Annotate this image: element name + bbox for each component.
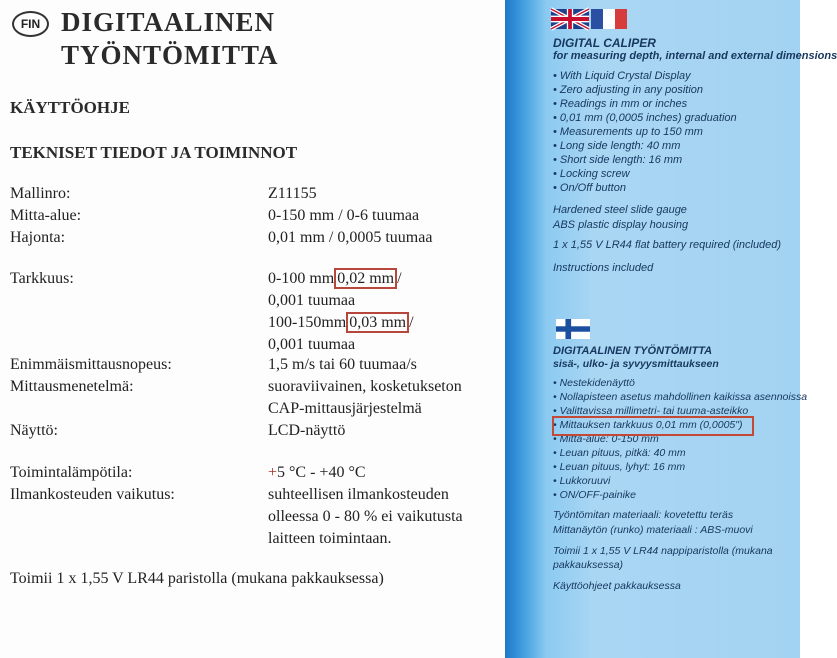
fi-battery-1: Toimii 1 x 1,55 V LR44 nappiparistolla (mukana bbox=[553, 545, 773, 557]
specs-heading: TEKNISET TIEDOT JA TOIMINNOT bbox=[10, 143, 298, 162]
en-feature-2: • Zero adjusting in any position bbox=[553, 84, 703, 96]
fi-feature-8: • Lukkoruuvi bbox=[553, 475, 611, 487]
en-material-2: ABS plastic display housing bbox=[553, 219, 689, 231]
fi-title: DIGITAALINEN TYÖNTÖMITTA bbox=[553, 345, 713, 357]
temp-range: 5 °C - +40 °C bbox=[277, 464, 366, 481]
spec-value-speed: 1,5 m/s tai 60 tuumaa/s bbox=[268, 356, 417, 373]
spec-value-spread: 0,01 mm / 0,0005 tuumaa bbox=[268, 229, 433, 246]
title-line-2: TYÖNTÖMITTA bbox=[61, 40, 279, 70]
france-flag-icon bbox=[591, 9, 627, 29]
spec-value-accuracy-3 bbox=[268, 312, 414, 333]
page-title bbox=[61, 6, 279, 72]
en-feature-5: • Measurements up to 150 mm bbox=[553, 126, 703, 138]
spec-label-display: Näyttö: bbox=[10, 422, 58, 439]
spec-label-accuracy: Tarkkuus: bbox=[10, 270, 74, 287]
manual-heading: KÄYTTÖOHJE bbox=[10, 98, 130, 117]
fi-instructions: Käyttöohjeet pakkauksessa bbox=[553, 580, 681, 592]
fi-material-1: Työntömitan materiaali: kovetettu teräs bbox=[553, 509, 734, 521]
accuracy-range-2: 100-150mm bbox=[268, 314, 347, 331]
spec-value-humidity-3: laitteen toimintaan. bbox=[268, 530, 392, 547]
en-feature-3: • Readings in mm or inches bbox=[553, 98, 688, 110]
fi-feature-6: • Leuan pituus, pitkä: 40 mm bbox=[553, 447, 686, 459]
spec-value-humidity-1: suhteellisen ilmankosteuden bbox=[268, 486, 449, 503]
fi-feature-list bbox=[553, 376, 807, 502]
en-feature-9: • On/Off button bbox=[553, 182, 626, 194]
fi-feature-1: • Nestekidenäyttö bbox=[553, 377, 635, 389]
en-subtitle: for measuring depth, internal and external dimensions bbox=[553, 50, 837, 62]
en-feature-4: • 0,01 mm (0,0005 inches) graduation bbox=[553, 112, 737, 124]
battery-note: Toimii 1 x 1,55 V LR44 paristolla (mukana pakkauksessa) bbox=[10, 570, 384, 587]
spec-value-temp bbox=[268, 462, 366, 483]
fi-feature-4: • Mittauksen tarkkuus 0,01 mm (0,0005") bbox=[553, 419, 743, 431]
uk-flag-icon bbox=[551, 9, 589, 29]
spec-label-temp: Toimintalämpötila: bbox=[10, 464, 133, 481]
spec-value-method-2: CAP-mittausjärjestelmä bbox=[268, 400, 422, 417]
accuracy-highlight-1: 0,02 mm bbox=[334, 268, 397, 289]
temp-plus-sign: + bbox=[268, 464, 278, 481]
spec-value-accuracy-1 bbox=[268, 268, 402, 289]
spec-label-spread: Hajonta: bbox=[10, 229, 66, 246]
spec-value-accuracy-2: 0,001 tuumaa bbox=[268, 292, 356, 309]
fi-feature-3: • Valittavissa millimetri- tai tuuma-asteikko bbox=[553, 405, 749, 417]
fi-feature-7: • Leuan pituus, lyhyt: 16 mm bbox=[553, 461, 686, 473]
accuracy-range-1: 0-100 mm bbox=[268, 270, 335, 287]
en-battery: 1 x 1,55 V LR44 flat battery required (included) bbox=[553, 239, 782, 251]
fi-subtitle: sisä-, ulko- ja syvyysmittaukseen bbox=[553, 358, 719, 370]
spec-label-method: Mittausmenetelmä: bbox=[10, 378, 134, 395]
title-line-1: DIGITAALINEN bbox=[61, 7, 276, 37]
spec-label-model: Mallinro: bbox=[10, 185, 71, 202]
language-badge: FIN bbox=[12, 11, 49, 37]
spec-value-method-1: suoraviivainen, kosketukseton bbox=[268, 378, 462, 395]
fi-battery-2: pakkauksessa) bbox=[553, 559, 624, 571]
fi-material-2: Mittanäytön (runko) materiaali : ABS-muovi bbox=[553, 524, 753, 536]
spec-value-range: 0-150 mm / 0-6 tuumaa bbox=[268, 207, 420, 224]
spec-label-range: Mitta-alue: bbox=[10, 207, 82, 224]
accuracy-slash-2: / bbox=[409, 314, 414, 331]
en-feature-7: • Short side length: 16 mm bbox=[553, 154, 683, 166]
accuracy-slash-1: / bbox=[397, 270, 402, 287]
spec-label-speed: Enimmäismittausnopeus: bbox=[10, 356, 172, 373]
finland-flag-icon bbox=[556, 319, 590, 339]
fi-feature-2: • Nollapisteen asetus mahdollinen kaikissa asennoissa bbox=[553, 391, 808, 403]
en-feature-1: • With Liquid Crystal Display bbox=[553, 70, 691, 82]
en-instructions: Instructions included bbox=[553, 262, 654, 274]
en-feature-8: • Locking screw bbox=[553, 168, 630, 180]
fi-feature-5: • Mitta-alue: 0-150 mm bbox=[553, 433, 659, 445]
fi-feature-9: • ON/OFF-painike bbox=[553, 489, 637, 501]
en-material-1: Hardened steel slide gauge bbox=[553, 204, 687, 216]
en-feature-list bbox=[553, 69, 737, 195]
en-title: DIGITAL CALIPER bbox=[553, 36, 656, 50]
en-feature-6: • Long side length: 40 mm bbox=[553, 140, 681, 152]
spec-value-accuracy-4: 0,001 tuumaa bbox=[268, 336, 356, 353]
spec-label-humidity: Ilmankosteuden vaikutus: bbox=[10, 486, 175, 503]
spec-value-model: Z11155 bbox=[268, 185, 317, 202]
spec-value-humidity-2: olleessa 0 - 80 % ei vaikutusta bbox=[268, 508, 463, 525]
accuracy-highlight-2: 0,03 mm bbox=[346, 312, 409, 333]
spec-value-display: LCD-näyttö bbox=[268, 422, 346, 439]
accuracy-highlight-box bbox=[552, 416, 754, 436]
packaging-panel bbox=[505, 0, 837, 658]
